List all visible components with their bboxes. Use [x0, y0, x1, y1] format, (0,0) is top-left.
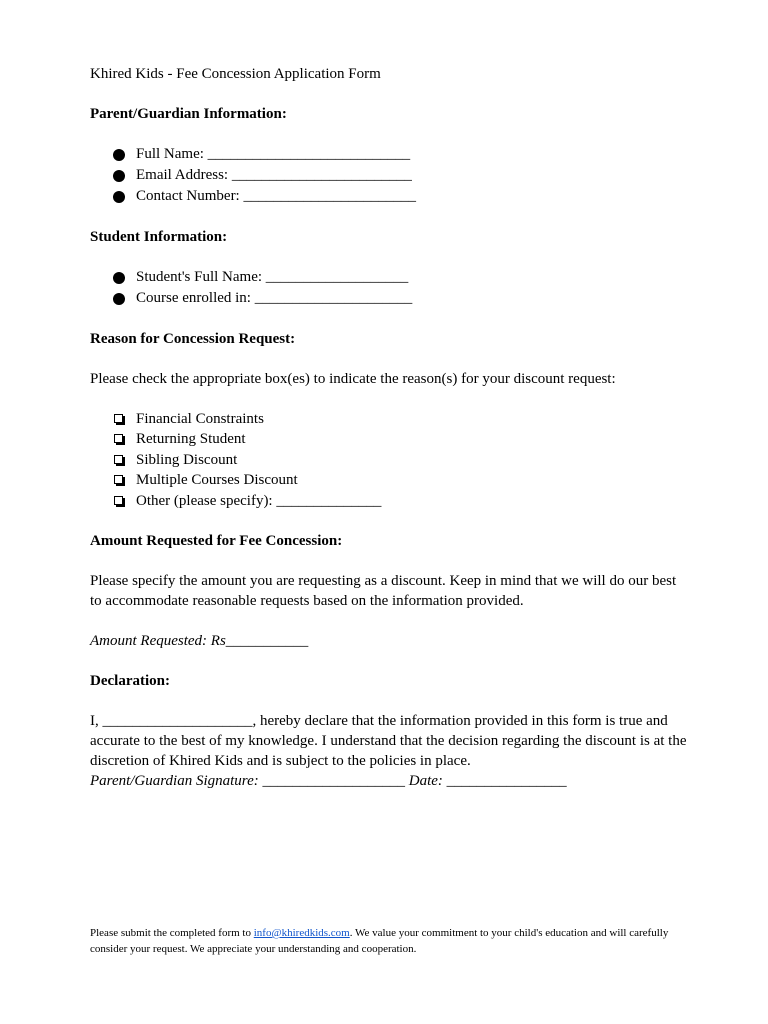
list-item	[90, 165, 690, 186]
checkbox-label: Returning Student	[136, 431, 246, 448]
signature-line: Parent/Guardian Signature: ___________________ Date: ________________	[90, 772, 567, 789]
bullet-icon	[113, 149, 125, 161]
checkbox-item[interactable]	[90, 429, 690, 449]
checkbox-icon[interactable]	[114, 455, 123, 464]
bullet-icon	[113, 191, 125, 203]
checkbox-label: Financial Constraints	[136, 411, 264, 427]
amount-heading: Amount Requested for Fee Concession:	[90, 532, 343, 549]
form-page	[90, 64, 690, 791]
checkbox-label: Sibling Discount	[136, 451, 238, 468]
parent-info-heading: Parent/Guardian Information:	[90, 106, 287, 122]
full-name-field: Full Name: ___________________________	[136, 146, 411, 162]
parent-info-list	[90, 144, 690, 207]
reason-checklist	[90, 409, 690, 511]
reason-heading: Reason for Concession Request:	[90, 331, 296, 347]
contact-number-field: Contact Number: _______________________	[136, 188, 416, 204]
checkbox-label: Other (please specify): ______________	[136, 492, 382, 509]
contact-email-link[interactable]: info@khiredkids.com	[253, 927, 350, 939]
bullet-icon	[113, 293, 125, 305]
bullet-icon	[113, 272, 125, 284]
bullet-icon	[113, 170, 125, 182]
list-item	[90, 144, 690, 165]
checkbox-icon[interactable]	[114, 496, 123, 505]
student-name-field: Student's Full Name: ___________________	[136, 269, 409, 285]
student-info-list	[90, 267, 690, 309]
list-item	[90, 288, 690, 309]
student-info-heading: Student Information:	[90, 229, 228, 245]
checkbox-icon[interactable]	[114, 414, 123, 423]
checkbox-item[interactable]	[90, 491, 690, 511]
footer-suffix: . We value your commitment to your child's education and will carefully consider your request. We appreciate your understanding and cooperation.	[90, 927, 669, 955]
list-item	[90, 186, 690, 207]
form-title: Khired Kids - Fee Concession Application Form	[90, 66, 381, 82]
checkbox-item[interactable]	[90, 470, 690, 490]
checkbox-item[interactable]	[90, 450, 690, 470]
footer-prefix: Please submit the completed form to	[90, 927, 254, 939]
amount-description: Please specify the amount you are requesting as a discount. Keep in mind that we will do our best to accommodate reasonable requests based on the information provided.	[90, 572, 677, 609]
checkbox-label: Multiple Courses Discount	[136, 472, 298, 489]
footer-note	[90, 925, 670, 957]
reason-intro: Please check the appropriate box(es) to indicate the reason(s) for your discount request:	[90, 371, 616, 387]
checkbox-icon[interactable]	[114, 434, 123, 443]
course-enrolled-field: Course enrolled in: _____________________	[136, 290, 413, 306]
declaration-text: I, ____________________, hereby declare that the information provided in this form is true and accurate to the best of my knowledge. I understand that the decision regarding the discount is at the discretion of Khired Kids and is subject to the policies in place.	[90, 712, 687, 769]
list-item	[90, 267, 690, 288]
amount-requested-line: Amount Requested: Rs___________	[90, 632, 309, 649]
checkbox-item[interactable]	[90, 409, 690, 429]
email-address-field: Email Address: ________________________	[136, 167, 412, 183]
declaration-heading: Declaration:	[90, 672, 170, 689]
checkbox-icon[interactable]	[114, 475, 123, 484]
